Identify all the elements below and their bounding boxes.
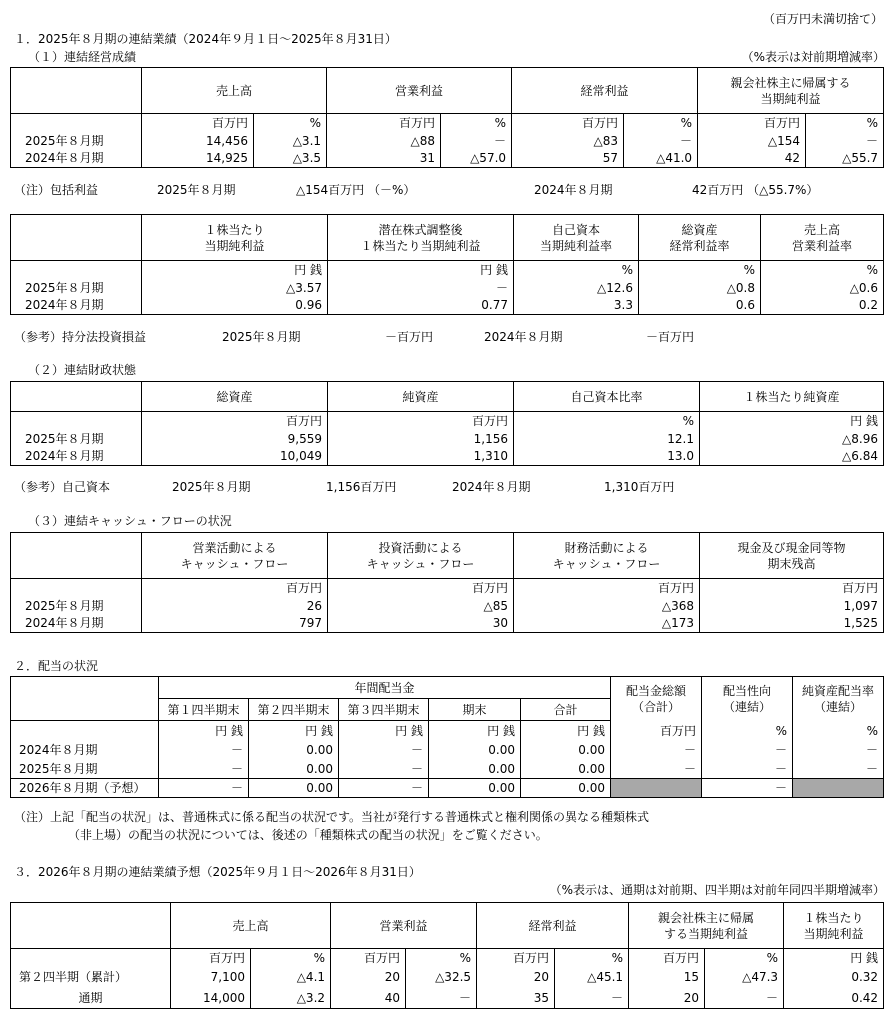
cell: － (611, 760, 702, 779)
header-equity-ratio: 自己資本比率 (514, 382, 700, 412)
cell: 30 (328, 615, 514, 633)
cell: － (406, 988, 477, 1009)
cell: 20 (331, 967, 406, 988)
footnote-value-1: △154百万円 （－%） (296, 183, 416, 197)
cell: 0.00 (521, 741, 611, 760)
footnote-period-1: 2025年８月期 (172, 480, 251, 494)
header-net-income: 親会社株主に帰属する 当期純利益 (698, 68, 884, 114)
header-annual-dividend: 年間配当金 (159, 677, 611, 699)
footnote-period-1: 2025年８月期 (222, 330, 301, 344)
section-2-title: ２．配当の状況 (14, 659, 99, 673)
header-bps: １株当たり純資産 (700, 382, 884, 412)
forecast-table (10, 902, 884, 1009)
footnote-value-1: －百万円 (385, 330, 434, 344)
header-net-income: 親会社株主に帰属 する当期純利益 (629, 903, 784, 949)
cell: △57.0 (441, 150, 512, 168)
table-row (11, 150, 884, 168)
header-total: 合計 (521, 699, 611, 721)
header-roe: 自己資本 当期純利益率 (514, 215, 639, 261)
cell: 0.00 (521, 760, 611, 779)
header-payout-ratio: 配当性向 （連結） (702, 677, 793, 721)
cell: 0.00 (249, 741, 339, 760)
header-total-dividend: 配当金総額 （合計） (611, 677, 702, 721)
cell: 0.00 (429, 741, 521, 760)
unit-cell: 百万円 (328, 412, 514, 430)
unit-cell: 円 銭 (159, 721, 249, 741)
per-share-table (10, 214, 884, 315)
row-label: 2024年８月期 (11, 615, 142, 633)
header-ordinary-profit: 経常利益 (512, 68, 698, 114)
unit-cell: 百万円 (611, 721, 702, 741)
table-row (11, 430, 884, 448)
cell: － (159, 760, 249, 779)
row-label: 2025年８月期 (11, 132, 142, 150)
cell: 57 (512, 150, 624, 168)
cell: 10,049 (142, 448, 328, 466)
cell: △47.3 (705, 967, 784, 988)
cell: 40 (331, 988, 406, 1009)
shaded-cell (793, 779, 884, 798)
dividend-note-line-2: （非上場）の配当の状況については、後述の「種類株式の配当の状況」をご覧ください。 (68, 828, 548, 842)
header-diluted-eps: 潜在株式調整後 １株当たり当期純利益 (328, 215, 514, 261)
cell: － (793, 741, 884, 760)
cell: 0.2 (761, 297, 884, 315)
footnote-value-2: －百万円 (646, 330, 695, 344)
header-eps: １株当たり 当期純利益 (142, 215, 328, 261)
cell: － (159, 741, 249, 760)
footnote-value-2: 42百万円 （△55.7%） (692, 183, 819, 197)
header-eps: １株当たり 当期純利益 (784, 903, 884, 949)
cell: △4.1 (251, 967, 331, 988)
header-operating-profit: 営業利益 (327, 68, 512, 114)
cell: － (702, 760, 793, 779)
header-blank (11, 68, 142, 114)
unit-cell: 円 銭 (328, 261, 514, 279)
cell: 20 (629, 988, 705, 1009)
cell: 7,100 (171, 967, 251, 988)
dividend-table (10, 676, 884, 798)
cash-flow-table (10, 532, 884, 633)
footnote-equity-label: （参考）自己資本 (14, 480, 111, 494)
footnote-period-1: 2025年８月期 (157, 183, 236, 197)
cell: 35 (477, 988, 555, 1009)
cell: 31 (327, 150, 441, 168)
section-3-note: （%表示は、通期は対前期、四半期は対前年同四半期増減率） (549, 883, 885, 897)
row-label: 2026年８月期（予想） (11, 779, 159, 798)
cell: △3.5 (254, 150, 327, 168)
unit-cell: 百万円 (629, 949, 705, 967)
table-row (11, 597, 884, 615)
header-q2: 第２四半期末 (249, 699, 339, 721)
cell: △85 (328, 597, 514, 615)
table-row (11, 279, 884, 297)
cell: 1,310 (328, 448, 514, 466)
cell: 797 (142, 615, 328, 633)
cell: △32.5 (406, 967, 477, 988)
section-3-title: ３．2026年８月期の連結業績予想（2025年９月１日～2026年８月31日） (14, 865, 421, 879)
table-row (11, 967, 884, 988)
cell: △41.0 (624, 150, 698, 168)
cell: 0.6 (639, 297, 761, 315)
operating-results-table (10, 67, 884, 168)
unit-cell: 百万円 (142, 412, 328, 430)
section-1-title: １．2025年８月期の連結業績（2024年９月１日～2025年８月31日） (14, 32, 397, 46)
unit-cell: 百万円 (142, 579, 328, 597)
cell: － (702, 741, 793, 760)
cell: － (793, 760, 884, 779)
cell: 15 (629, 967, 705, 988)
cell: 0.00 (249, 760, 339, 779)
cell: － (159, 779, 249, 798)
cell: － (806, 132, 884, 150)
unit-cell: % (705, 949, 784, 967)
table-row (11, 448, 884, 466)
header-sales: 売上高 (142, 68, 327, 114)
unit-cell: % (406, 949, 477, 967)
cell: 0.42 (784, 988, 884, 1009)
header-operating-cf: 営業活動による キャッシュ・フロー (142, 533, 328, 579)
header-ordinary-profit: 経常利益 (477, 903, 629, 949)
cell: △3.57 (142, 279, 328, 297)
cell: － (624, 132, 698, 150)
cell: 14,000 (171, 988, 251, 1009)
cell: 0.77 (328, 297, 514, 315)
cell: 9,559 (142, 430, 328, 448)
footnote-value-2: 1,310百万円 (604, 480, 675, 494)
financial-position-table (10, 381, 884, 466)
unit-cell: 百万円 (331, 949, 406, 967)
table-row (11, 741, 884, 760)
unit-cell: 百万円 (327, 114, 441, 132)
cell: 3.3 (514, 297, 639, 315)
table-row (11, 988, 884, 1009)
unit-cell: % (624, 114, 698, 132)
row-label: 2024年８月期 (11, 448, 142, 466)
cell: 0.00 (521, 779, 611, 798)
header-operating-profit: 営業利益 (331, 903, 477, 949)
header-sales: 売上高 (171, 903, 331, 949)
row-label: 2025年８月期 (11, 279, 142, 297)
section-1-1-title: （１）連結経営成績 (28, 50, 137, 64)
cell: 0.00 (249, 779, 339, 798)
cell: △3.2 (251, 988, 331, 1009)
unit-cell: 百万円 (512, 114, 624, 132)
header-q1: 第１四半期末 (159, 699, 249, 721)
cell: － (339, 760, 429, 779)
cell: － (555, 988, 629, 1009)
cell: 12.1 (514, 430, 700, 448)
row-label: 2024年８月期 (11, 297, 142, 315)
cell: － (441, 132, 512, 150)
cell: △8.96 (700, 430, 884, 448)
table-row (11, 779, 884, 798)
unit-cell: % (793, 721, 884, 741)
footnote-value-1: 1,156百万円 (326, 480, 397, 494)
header-total-assets: 総資産 (142, 382, 328, 412)
header-doe: 純資産配当率 （連結） (793, 677, 884, 721)
cell: 26 (142, 597, 328, 615)
unit-cell: 円 銭 (700, 412, 884, 430)
header-q3: 第３四半期末 (339, 699, 429, 721)
unit-cell: 円 銭 (429, 721, 521, 741)
unit-cell: 百万円 (171, 949, 251, 967)
cell: △368 (514, 597, 700, 615)
cell: △6.84 (700, 448, 884, 466)
cell: △0.6 (761, 279, 884, 297)
cell: 20 (477, 967, 555, 988)
cell: △0.8 (639, 279, 761, 297)
header-roa: 総資産 経常利益率 (639, 215, 761, 261)
row-label: 2024年８月期 (11, 741, 159, 760)
cell: － (339, 779, 429, 798)
unit-cell: 百万円 (477, 949, 555, 967)
footnote-comprehensive-income-label: （注）包括利益 (14, 183, 99, 197)
cell: 1,097 (700, 597, 884, 615)
cell: △12.6 (514, 279, 639, 297)
section-1-3-title: （３）連結キャッシュ・フローの状況 (28, 514, 232, 528)
footnote-equity-method-label: （参考）持分法投資損益 (14, 330, 147, 344)
unit-cell: % (514, 412, 700, 430)
unit-cell: 百万円 (142, 114, 254, 132)
row-label: 通期 (11, 988, 171, 1009)
cell: △154 (698, 132, 806, 150)
cell: － (702, 779, 793, 798)
unit-cell: 円 銭 (784, 949, 884, 967)
row-label: 2025年８月期 (11, 760, 159, 779)
unit-cell: 円 銭 (142, 261, 328, 279)
unit-cell: % (441, 114, 512, 132)
header-net-assets: 純資産 (328, 382, 514, 412)
cell: 0.00 (429, 760, 521, 779)
cell: － (328, 279, 514, 297)
cell: △83 (512, 132, 624, 150)
header-year-end: 期末 (429, 699, 521, 721)
cell: 1,525 (700, 615, 884, 633)
footnote-period-2: 2024年８月期 (452, 480, 531, 494)
unit-cell: 円 銭 (521, 721, 611, 741)
row-label: 2025年８月期 (11, 597, 142, 615)
cell: － (705, 988, 784, 1009)
footnote-period-2: 2024年８月期 (534, 183, 613, 197)
cell: 14,456 (142, 132, 254, 150)
table-row (11, 760, 884, 779)
cell: △173 (514, 615, 700, 633)
footnote-period-2: 2024年８月期 (484, 330, 563, 344)
header-operating-margin: 売上高 営業利益率 (761, 215, 884, 261)
row-label: 2025年８月期 (11, 430, 142, 448)
cell: － (611, 741, 702, 760)
cell: 0.00 (429, 779, 521, 798)
unit-cell: 円 銭 (339, 721, 429, 741)
unit-cell: 百万円 (514, 579, 700, 597)
cell: △88 (327, 132, 441, 150)
unit-cell: % (806, 114, 884, 132)
row-label: 2024年８月期 (11, 150, 142, 168)
unit-cell: % (702, 721, 793, 741)
unit-cell: 百万円 (328, 579, 514, 597)
cell: △55.7 (806, 150, 884, 168)
cell: 14,925 (142, 150, 254, 168)
table-row (11, 132, 884, 150)
cell: － (339, 741, 429, 760)
unit-cell: % (555, 949, 629, 967)
unit-note: （百万円未満切捨て） (762, 12, 883, 26)
header-financing-cf: 財務活動による キャッシュ・フロー (514, 533, 700, 579)
unit-cell: 円 銭 (249, 721, 339, 741)
unit-cell: % (251, 949, 331, 967)
row-label: 第２四半期（累計） (11, 967, 171, 988)
unit-cell: % (761, 261, 884, 279)
unit-cell: % (514, 261, 639, 279)
unit-cell: 百万円 (698, 114, 806, 132)
unit-cell: % (254, 114, 327, 132)
section-1-2-title: （２）連結財政状態 (28, 363, 137, 377)
table-row (11, 297, 884, 315)
shaded-cell (611, 779, 702, 798)
section-1-1-note: （%表示は対前期増減率） (741, 50, 885, 64)
cell: 0.96 (142, 297, 328, 315)
cell: 1,156 (328, 430, 514, 448)
header-cash-balance: 現金及び現金同等物 期末残高 (700, 533, 884, 579)
cell: 0.32 (784, 967, 884, 988)
cell: 13.0 (514, 448, 700, 466)
cell: △45.1 (555, 967, 629, 988)
cell: △3.1 (254, 132, 327, 150)
header-investing-cf: 投資活動による キャッシュ・フロー (328, 533, 514, 579)
cell: 42 (698, 150, 806, 168)
unit-cell: % (639, 261, 761, 279)
table-row (11, 615, 884, 633)
unit-cell: 百万円 (700, 579, 884, 597)
dividend-note-line-1: （注）上記「配当の状況」は、普通株式に係る配当の状況です。当社が発行する普通株式と権利関係の異なる種類株式 (14, 810, 650, 824)
